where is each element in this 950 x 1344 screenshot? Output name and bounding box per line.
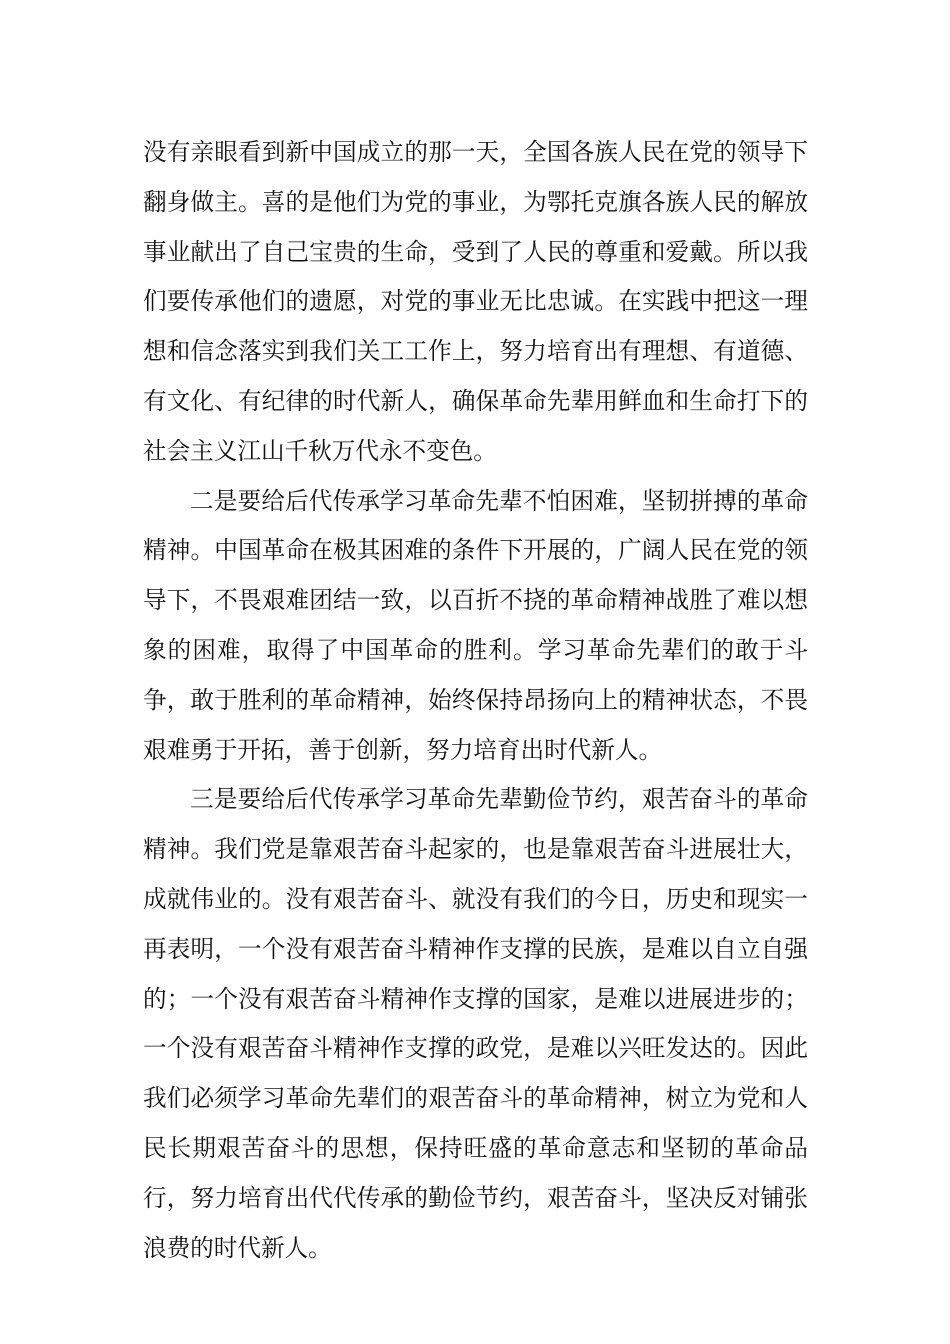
paragraph-continuation: 没有亲眼看到新中国成立的那一天，全国各族人民在党的领导下翻身做主。喜的是他们为党的事业，为鄂托克旗各族人民的解放事业献出了自己宝贵的生命，受到了人民的尊重和爱戴。所以我们要传承他们的遗愿，对党的事业无比忠诚。在实践中把这一理想和信念落实到我们关工工作上，努力培育出有理想、有道德、有文化、有纪律的时代新人，确保革命先辈用鲜血和生命打下的社会主义江山千秋万代永不变色。: [143, 138, 808, 465]
document-body: [143, 128, 808, 1273]
paragraph-two: 二是要给后代传承学习革命先辈不怕困难，坚韧拼搏的革命精神。中国革命在极其困难的条件下开展的，广阔人民在党的领导下，不畏艰难团结一致，以百折不挠的革命精神战胜了难以想象的困难，取得了中国革命的胜利。学习革命先辈们的敢于斗争，敢于胜利的革命精神，始终保持昂扬向上的精神状态，不畏艰难勇于开拓，善于创新，努力培育出时代新人。: [143, 486, 808, 764]
paragraph-three: 三是要给后代传承学习革命先辈勤俭节约，艰苦奋斗的革命精神。我们党是靠艰苦奋斗起家的，也是靠艰苦奋斗进展壮大，成就伟业的。没有艰苦奋斗、就没有我们的今日，历史和现实一再表明，一个没有艰苦奋斗精神作支撑的民族，是难以自立自强的；一个没有艰苦奋斗精神作支撑的国家，是难以进展进步的；一个没有艰苦奋斗精神作支撑的政党，是难以兴旺发达的。因此我们必须学习革命先辈们的艰苦奋斗的革命精神，树立为党和人民长期艰苦奋斗的思想，保持旺盛的革命意志和坚韧的革命品行，努力培育出代代传承的勤俭节约，艰苦奋斗，坚决反对铺张浪费的时代新人。: [143, 785, 808, 1262]
